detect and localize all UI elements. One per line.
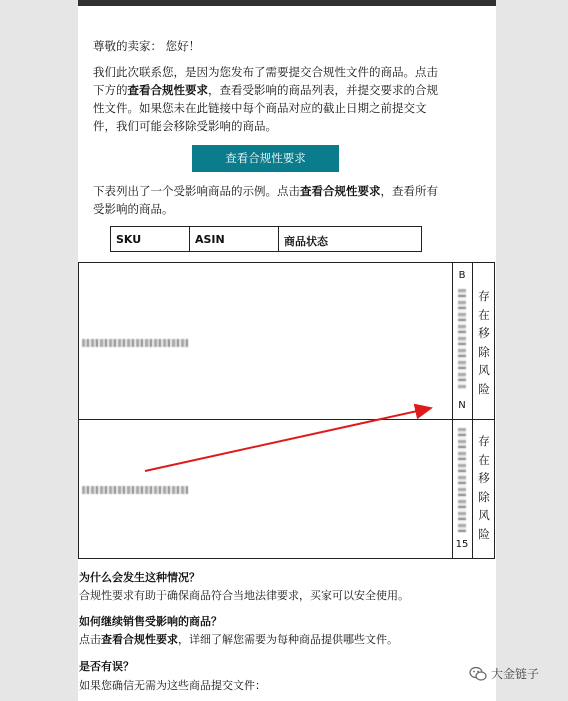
watermark: 大金链子 [469,665,539,682]
faq-answer: 如果您确信无需为这些商品提交文件： [79,679,266,692]
header-asin: ASIN [190,227,279,251]
header-status: 商品状态 [284,235,328,248]
asin-last-char: N [458,400,466,411]
header-sku: SKU [111,227,190,251]
intro-paragraph: 我们此次联系您，是因为您发布了需要提交合规性文件的商品。点击下方的查看合规性要求，查看受影响的商品列表，并提交要求的合规性文件。如果您未在此链接中每个商品对应的截止日期之前提交文件，我们可能会移除受影响的商品。 [93,65,438,133]
faq-question: 如何继续销售受影响的商品？ [79,615,222,628]
table-intro: 下表列出了一个受影响商品的示例。点击查看合规性要求，查看所有受影响的商品。 [93,184,438,216]
status-cell: 存 在 移 除 风 险 [478,289,490,396]
faq-question: 为什么会发生这种情况？ [79,571,200,584]
greeting: 尊敬的卖家： 您好！ [93,39,201,53]
view-compliance-button[interactable]: 查看合规性要求 [192,145,339,172]
faq-question: 是否有误？ [79,660,134,673]
faq-answer: 点击查看合规性要求，详细了解您需要为每种商品提供哪些文件。 [79,633,398,646]
wechat-icon [469,666,487,682]
faq-answer: 合规性要求有助于确保商品符合当地法律要求，买家可以安全使用。 [79,589,409,602]
asin-last-char: 15 [455,539,469,550]
status-cell: 存 在 移 除 风 险 [478,434,490,541]
intro-bold-link: 查看合规性要求 [127,83,208,97]
asin-first-char: B [458,270,466,281]
